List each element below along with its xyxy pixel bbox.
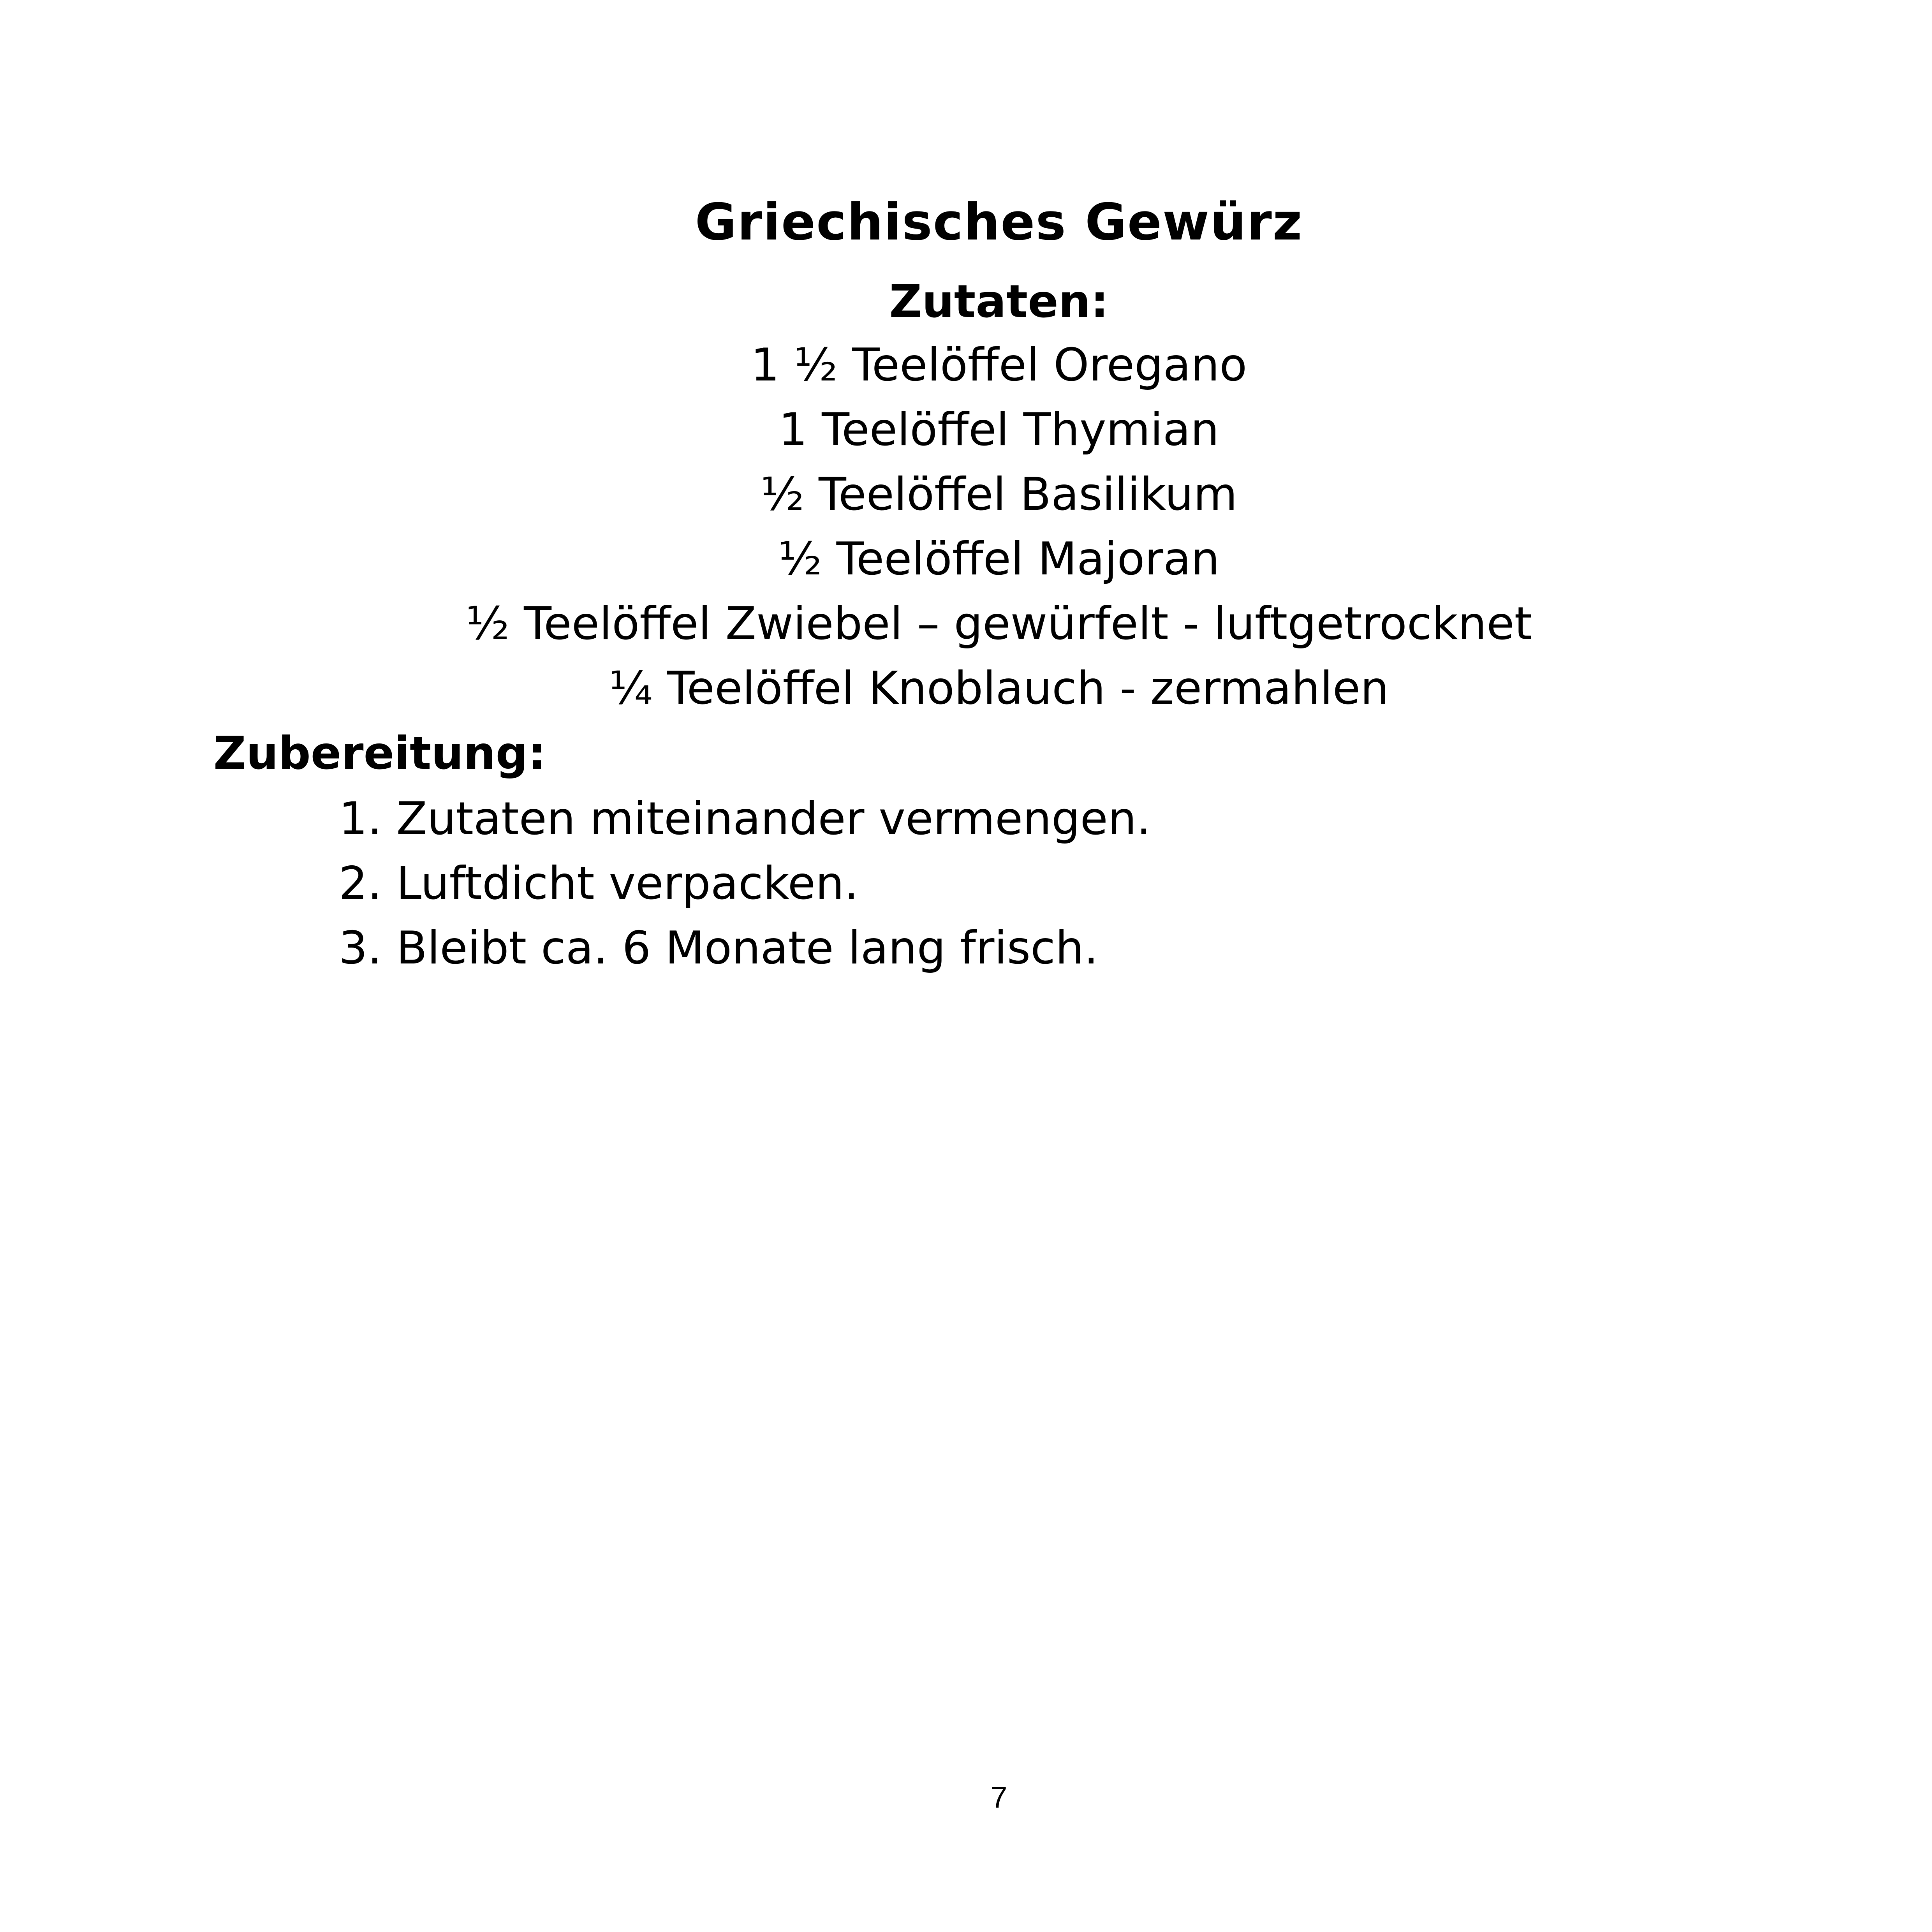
page-title: Griechisches Gewürz (695, 192, 1303, 252)
ingredient-item: ½ Teelöffel Basilikum (760, 468, 1238, 521)
preparation-steps-list (339, 787, 1151, 981)
ingredient-item: ½ Teelöffel Zwiebel – gewürfelt - luftgetrocknet (465, 597, 1532, 650)
preparation-heading: Zubereitung: (213, 727, 546, 780)
ingredients-list (0, 333, 1932, 721)
ingredients-heading: Zutaten: (889, 275, 1109, 328)
preparation-step: 3. Bleibt ca. 6 Monate lang frisch. (339, 922, 1099, 974)
preparation-step: 2. Luftdicht verpacken. (339, 857, 859, 910)
ingredient-item: 1 Teelöffel Thymian (778, 403, 1219, 456)
ingredient-item: 1 ½ Teelöffel Oregano (750, 339, 1247, 391)
page-number: 7 (990, 1780, 1007, 1814)
ingredient-item: ¼ Teelöffel Knoblauch - zermahlen (609, 662, 1389, 715)
preparation-step: 1. Zutaten miteinander vermengen. (339, 793, 1151, 845)
ingredient-item: ½ Teelöffel Majoran (778, 533, 1220, 585)
